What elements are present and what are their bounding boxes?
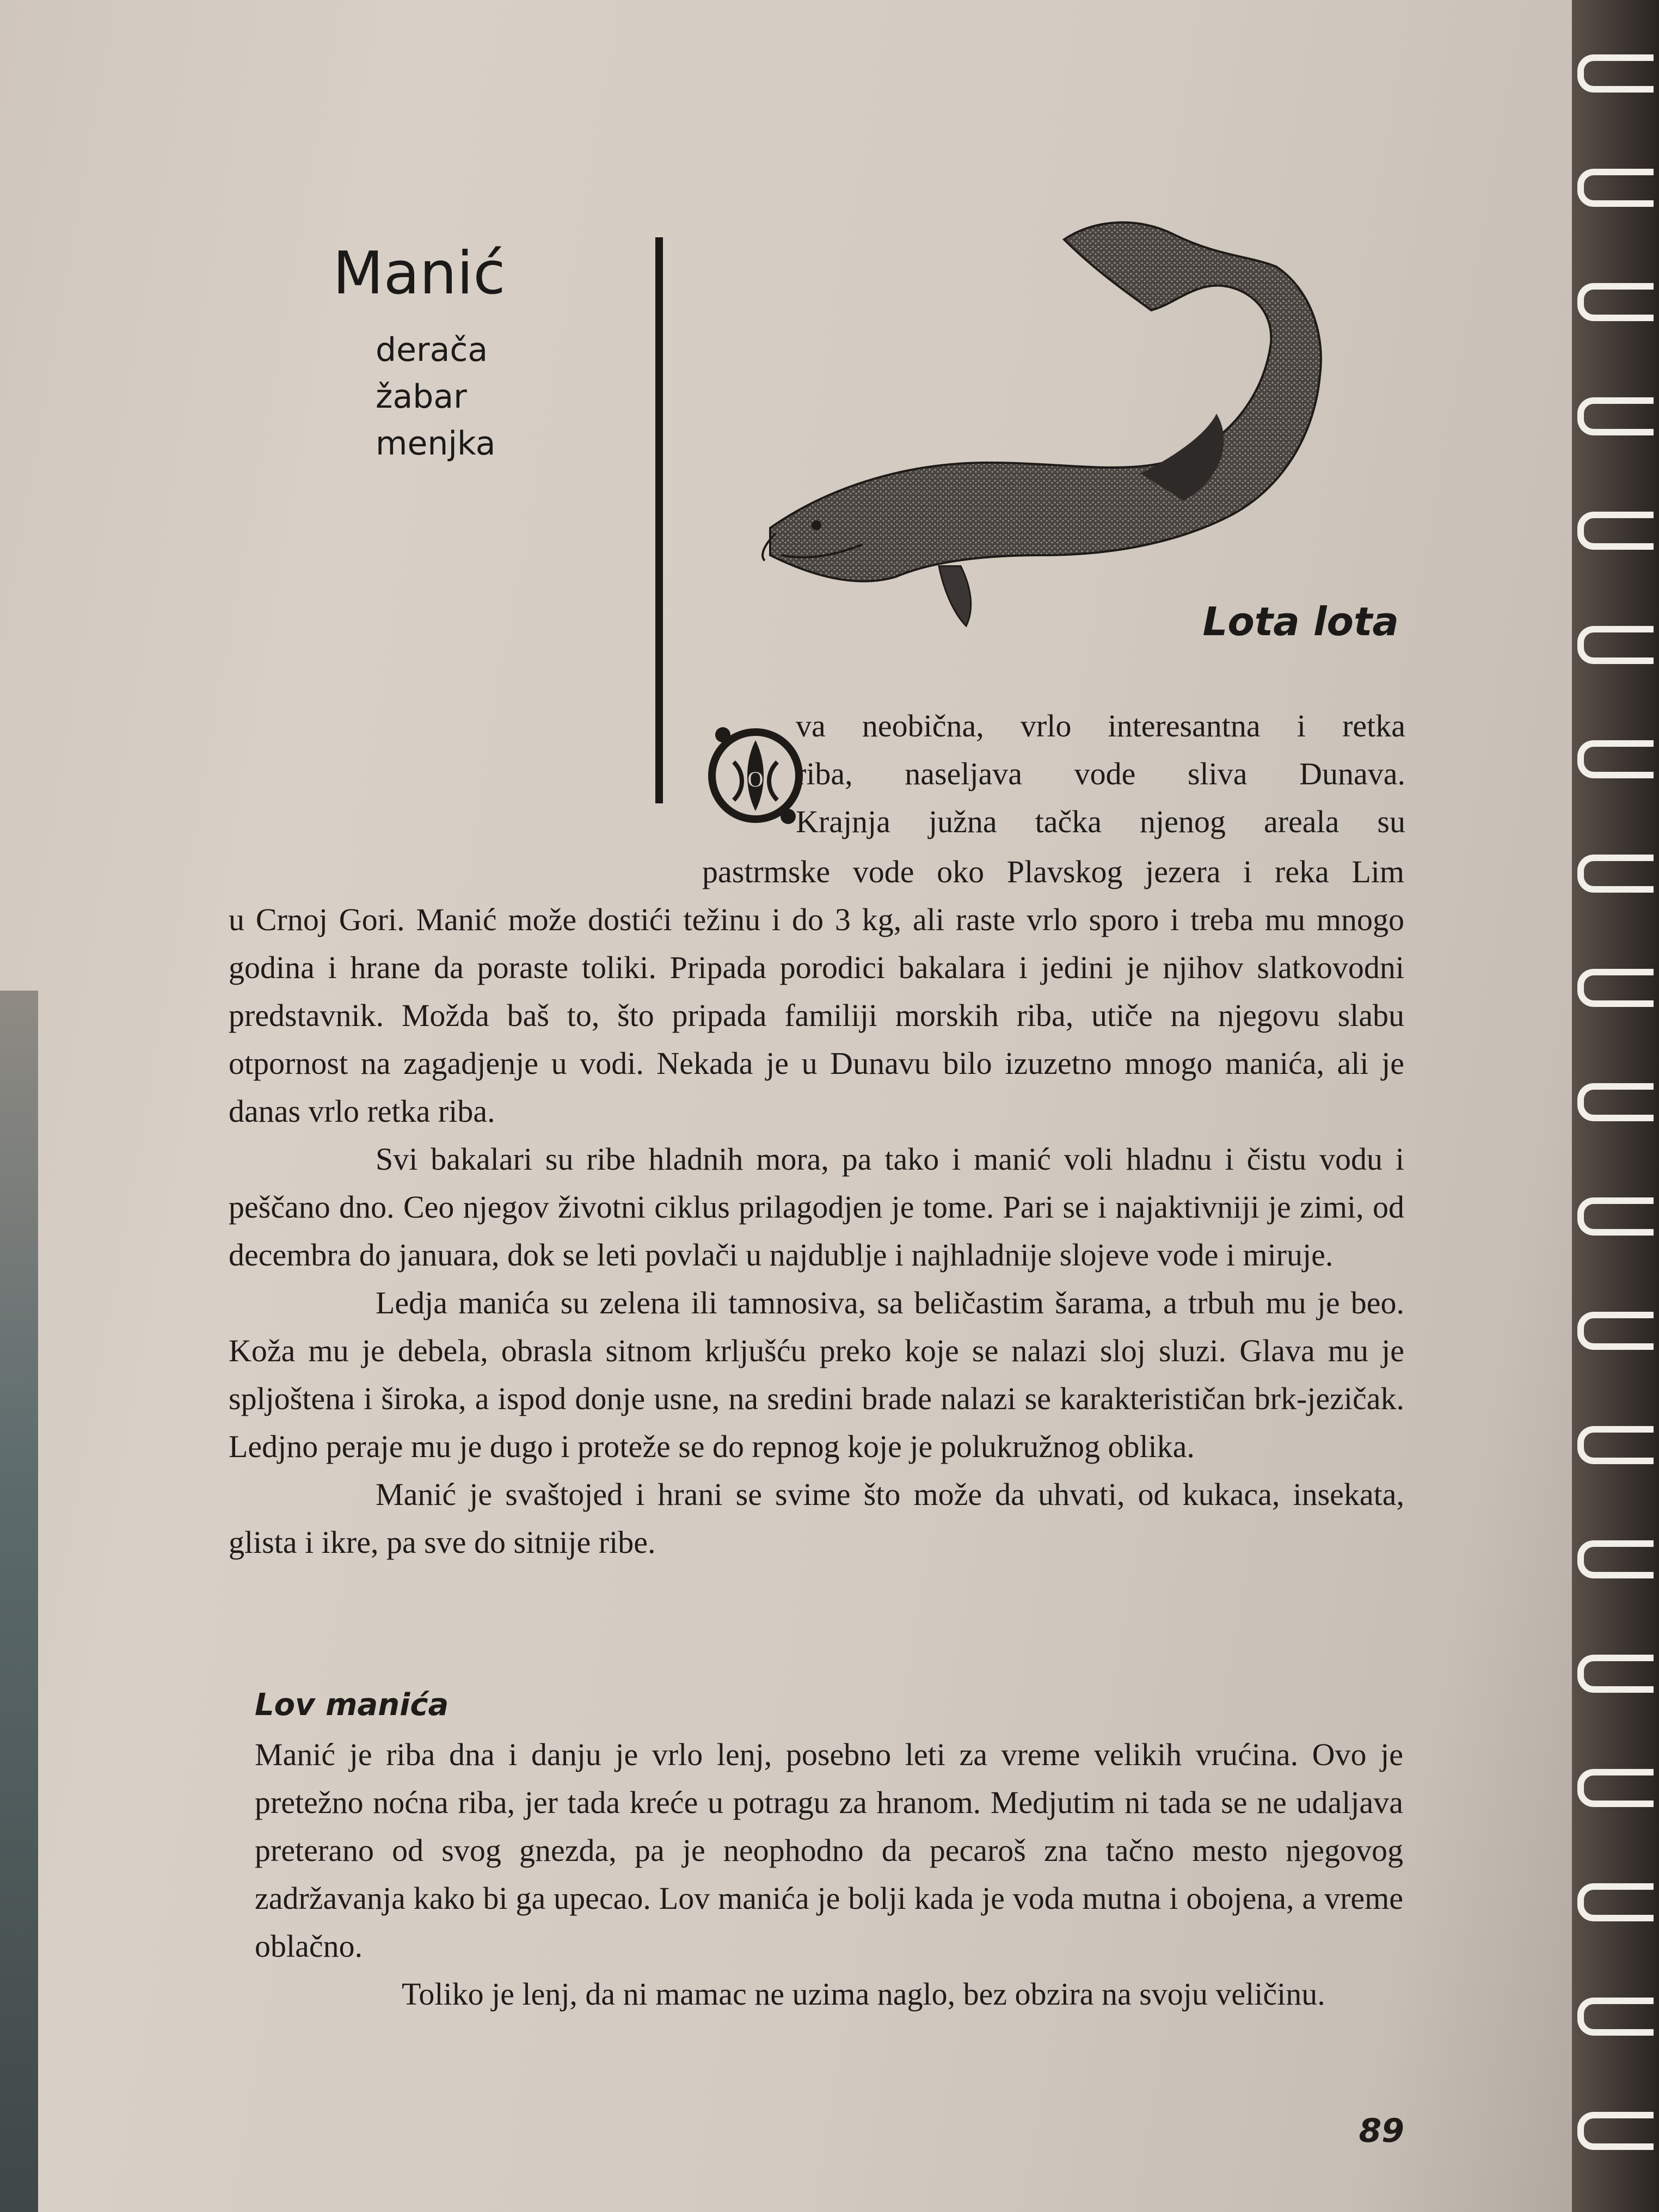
burbot-fish-illustration: [759, 207, 1380, 642]
synonym-list: [376, 327, 539, 467]
binding-ring: [1577, 283, 1654, 321]
binding-ring: [1577, 1655, 1654, 1693]
ornamental-dropcap-icon: [701, 718, 810, 833]
section-text: [255, 1731, 1403, 2018]
binding-ring: [1577, 1883, 1654, 1921]
paragraph: Ledja manića su zelena ili tamnosiva, sa beličastim šarama, a trbuh mu je beo. Koža mu je debela, obrasla sitnom krljušću preko koje se nalazi sloj sluzi. Glava mu je spljoštena i široka, a ispod donje usne, na sredini brade nalazi se karakterističan brk-jezičak. Ledjno peraje mu je dugo i proteže se do repnog koje je polukružnog oblika.: [229, 1285, 1404, 1464]
binding-ring: [1577, 1426, 1654, 1464]
binding-ring: [1577, 1312, 1654, 1350]
intro-line: riba, naseljava vode sliva Dunava.: [796, 756, 1405, 791]
vertical-divider: [655, 237, 663, 803]
binding-ring: [1577, 969, 1654, 1007]
binding-ring: [1577, 626, 1654, 664]
binding-ring: [1577, 855, 1654, 893]
binding-ring: [1577, 169, 1654, 207]
binding-ring: [1577, 512, 1654, 550]
intro-paragraph: [796, 702, 1405, 846]
paragraph: Manić je riba dna i danju je vrlo lenj, posebno leti za vreme velikih vrućina. Ovo je pretežno noćna riba, jer tada kreće u potragu za hranom. Medjutim ni tada se ne udaljava preterano od svog gnezda, pa je neophodno da pecaroš zna tačno mesto njegovog zadržavanja kako bi ga upecao. Lov manića je bolji kada je voda mutna i obojena, a vreme oblačno.: [255, 1737, 1403, 1964]
synonym-item: žabar: [376, 378, 467, 416]
paragraph: u Crnoj Gori. Manić može dostići težinu i do 3 kg, ali raste vrlo sporo i treba mu mnogo godina i hrane da poraste toliki. Pripada porodici bakalara i jedini je njihov slatkovodni predstavnik. Možda baš to, što pripada familiji morskih riba, utiče na njegovu slabu otpornost na zagadjenje u vodi. Nekada je u Dunavu bilo izuzetno mnogo manića, ali je danas vrlo retka riba.: [229, 902, 1404, 1129]
binding-ring: [1577, 1083, 1654, 1121]
intro-line: va neobična, vrlo interesantna i retka: [796, 708, 1405, 744]
binding-ring: [1577, 1197, 1654, 1236]
page-title: Manić: [333, 239, 506, 308]
binding-ring: [1577, 2112, 1654, 2150]
synonym-item: derača: [376, 331, 488, 369]
page-number: 89: [1359, 2112, 1404, 2150]
body-text: [229, 896, 1404, 1566]
svg-text:O: O: [747, 767, 764, 791]
paragraph: Svi bakalari su ribe hladnih mora, pa tako i manić voli hladnu i čistu vodu i peščano dno. Ceo njegov životni ciklus prilagodjen je tome. Pari se i najaktivniji je zimi, od decembra do januara, dok se leti povlači u najdublje i najhladnije slojeve vode i miruje.: [229, 1141, 1404, 1273]
section-heading: Lov manića: [255, 1687, 449, 1723]
binding-ring: [1577, 54, 1654, 93]
species-caption: Lota lota: [1202, 599, 1399, 644]
synonym-item: menjka: [376, 425, 496, 463]
binding-ring: [1577, 1540, 1654, 1578]
paragraph: Manić je svaštojed i hrani se svime što može da uhvati, od kukaca, insekata, glista i ikre, pa sve do sitnije ribe.: [229, 1477, 1404, 1560]
paragraph: Toliko je lenj, da ni mamac ne uzima naglo, bez obzira na svoju veličinu.: [402, 1976, 1325, 2012]
binding-ring: [1577, 1998, 1654, 2036]
intro-line: pastrmske vode oko Plavskog jezera i reka Lim: [702, 854, 1404, 889]
spiral-binding: [1572, 0, 1659, 2212]
binding-ring: [1577, 397, 1654, 435]
binding-ring: [1577, 740, 1654, 778]
intro-line: Krajnja južna tačka njenog areala su: [796, 804, 1405, 839]
binding-ring: [1577, 1769, 1654, 1807]
adjacent-page-edge: [0, 991, 38, 2212]
